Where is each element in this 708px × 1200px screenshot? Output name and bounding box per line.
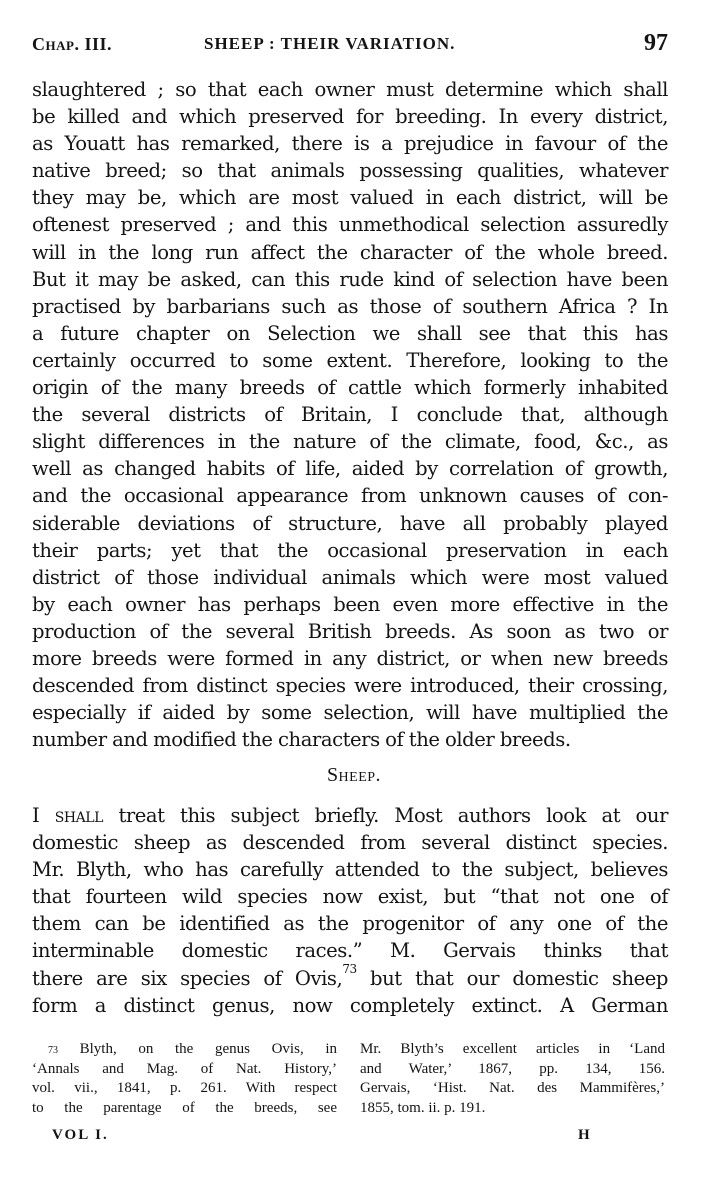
footnote-column-left bbox=[32, 1040, 337, 1118]
text-line: origin of the many breeds of cattle which formerly inhabited bbox=[32, 376, 668, 400]
text-line bbox=[32, 802, 668, 829]
text-line: them can be identified as the progenitor of any one of the bbox=[32, 912, 668, 936]
text-line: oftenest preserved ; and this unmethodical selection assuredly bbox=[32, 213, 668, 237]
text-line: domestic sheep as descended from several distinct species. bbox=[32, 831, 668, 855]
page-number: 97 bbox=[644, 30, 668, 56]
text-line: form a distinct genus, now completely extinct. A German bbox=[32, 993, 668, 1017]
text-line: and the occasional appearance from unknown causes of con- bbox=[32, 484, 668, 508]
text-line: their parts; yet that the occasional preservation in each bbox=[32, 538, 668, 562]
text-line: be killed and which preserved for breeding. In every district, bbox=[32, 105, 668, 129]
text-line: number and modified the characters of the older breeds. bbox=[32, 728, 571, 752]
paragraph-sheep bbox=[32, 802, 668, 1019]
footnote-line: Mr. Blyth’s excellent articles in ‘Land bbox=[360, 1041, 665, 1057]
footnote-line bbox=[32, 1040, 337, 1060]
section-heading: Sheep. bbox=[326, 764, 382, 786]
line-text: there are six species of Ovis, bbox=[32, 966, 343, 990]
text-line: they may be, which are most valued in each district, will be bbox=[32, 186, 668, 210]
page-signature bbox=[0, 1127, 708, 1151]
text-line: interminable domestic races.” M. Gervais thinks that bbox=[32, 939, 668, 963]
opening-line-text: treat this subject briefly. Most authors look at our bbox=[103, 804, 668, 827]
footnote-line: Gervais, ‘Hist. Nat. des Mammifères,’ bbox=[360, 1080, 665, 1096]
text-line: slaughtered ; so that each owner must determine which shall bbox=[32, 78, 668, 101]
footnotes bbox=[32, 1040, 668, 1120]
signature-mark: H bbox=[578, 1127, 590, 1143]
paragraph-cattle-breeds bbox=[32, 76, 668, 753]
line-text: but that our domestic sheep bbox=[356, 966, 668, 990]
chapter-label: Chap. III. bbox=[32, 34, 112, 54]
text-line: descended from distinct species were introduced, their crossing, bbox=[32, 674, 668, 698]
text-line bbox=[32, 961, 668, 992]
text-line: the several districts of Britain, I conclude that, although bbox=[32, 403, 668, 427]
text-line: as Youatt has remarked, there is a prejudice in favour of the bbox=[32, 132, 668, 156]
text-line: by each owner has perhaps been even more effective in the bbox=[32, 592, 668, 616]
footnote-text: Blyth, on the genus Ovis, in bbox=[58, 1041, 337, 1057]
text-line: production of the several British breeds. As soon as two or bbox=[32, 619, 668, 643]
footnote-line: to the parentage of the breeds, see bbox=[32, 1099, 337, 1116]
text-line: district of those individual animals which were most valued bbox=[32, 565, 668, 589]
text-line: especially if aided by some selection, will have multiplied the bbox=[32, 701, 668, 725]
text-line: well as changed habits of life, aided by correlation of growth, bbox=[32, 457, 668, 481]
text-line: more breeds were formed in any district, or when new breeds bbox=[32, 646, 668, 670]
footnote-number: 73 bbox=[48, 1045, 58, 1056]
text-line: But it may be asked, can this rude kind of selection have been bbox=[32, 267, 668, 291]
text-line: will in the long run affect the character of the whole breed. bbox=[32, 240, 668, 264]
text-line: certainly occurred to some extent. Therefore, looking to the bbox=[32, 348, 668, 372]
footnote-column-right bbox=[360, 1040, 665, 1118]
text-line: siderable deviations of structure, have all probably played bbox=[32, 511, 668, 535]
text-line: a future chapter on Selection we shall see that this has bbox=[32, 321, 668, 345]
footnote-reference[interactable]: 73 bbox=[342, 961, 357, 976]
text-line: Mr. Blyth, who has carefully attended to the subject, believes bbox=[32, 858, 668, 882]
text-line: that fourteen wild species now exist, but “that not one of bbox=[32, 885, 668, 909]
text-line: slight differences in the nature of the climate, food, &c., as bbox=[32, 430, 668, 454]
opening-small-caps: I shall bbox=[32, 804, 103, 827]
running-head bbox=[32, 30, 668, 62]
footnote-line: vol. vii., 1841, p. 261. With respect bbox=[32, 1080, 337, 1096]
text-line: native breed; so that animals possessing qualities, whatever bbox=[32, 159, 668, 183]
footnote-line: and Water,’ 1867, pp. 134, 156. bbox=[360, 1060, 665, 1077]
footnote-line: 1855, tom. ii. p. 191. bbox=[360, 1099, 486, 1116]
footnote-line: ‘Annals and Mag. of Nat. History,’ bbox=[32, 1060, 337, 1077]
running-title: SHEEP : THEIR VARIATION. bbox=[204, 34, 456, 53]
volume-mark: VOL I. bbox=[52, 1127, 109, 1143]
text-line: practised by barbarians such as those of southern Africa ? In bbox=[32, 294, 668, 318]
